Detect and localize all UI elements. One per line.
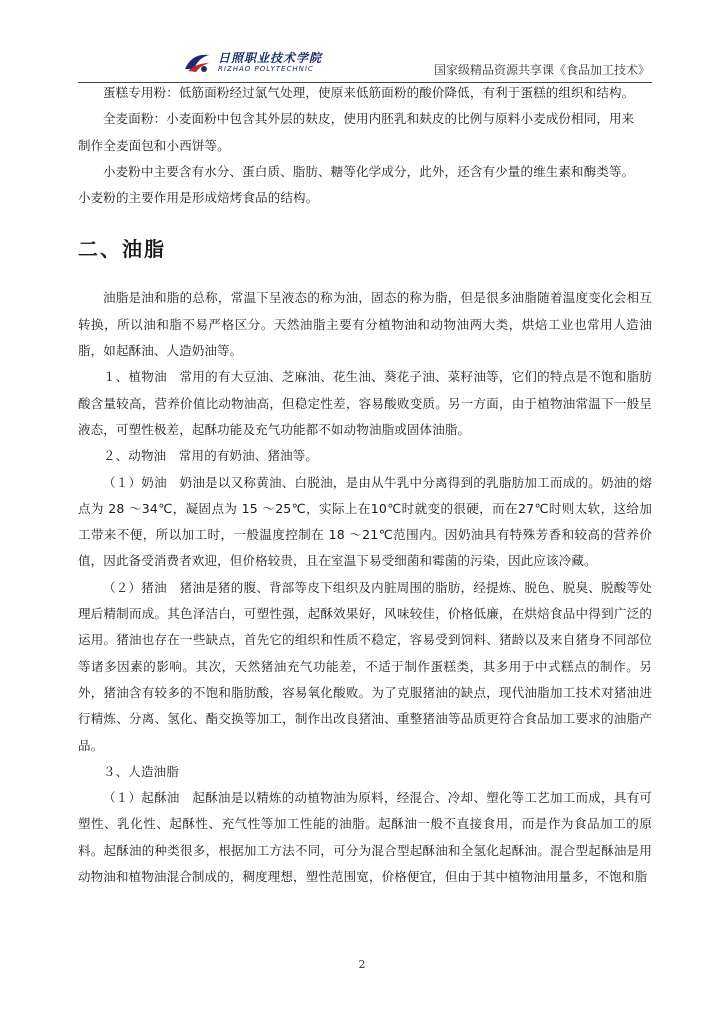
school-logo	[182, 48, 322, 76]
course-title: 国家级精品资源共享课《食品加工技术》	[433, 63, 650, 77]
paragraph: ２、动物油 常用的有奶油、猪油等。	[103, 448, 319, 464]
logo-english-name: RIZHAO POLYTECHNIC	[218, 64, 314, 73]
paragraph: 制作全麦面包和小西饼等。	[78, 137, 230, 153]
paragraph: 小麦粉的主要作用是形成焙烤食品的结构。	[78, 190, 319, 206]
paragraph: ３、人造油脂	[103, 763, 179, 779]
document-body	[78, 80, 652, 890]
paragraph: 小麦粉中主要含有水分、蛋白质、脂肪、糖等化学成分，此外，还含有少量的维生素和酶类等。	[103, 163, 635, 179]
page-header	[78, 44, 652, 83]
section-heading: 二、油脂	[78, 237, 166, 262]
paragraph: （２）猪油 猪油是猪的腹、背部等皮下组织及内脏周围的脂肪，经提炼、脱色、脱臭、脱酸等处理后精制而成。其色泽洁白，可塑性强，起酥效果好，风味较佳，价格低廉，在烘焙食品中得到广泛的运用。猪油也存在一些缺点，首先它的组织和性质不稳定，容易受到饲料、猪龄以及来自猪身不同部位等诸多因素的影响。其次，天然猪油充气功能差，不适于制作蛋糕类，其多用于中式糕点的制作。另外，猪油含有较多的不饱和脂肪酸，容易氧化酸败。为了克服猪油的缺点，现代油脂加工技术对猪油进行精炼、分离、氢化、酯交换等加工，制作出改良猪油、重整猪油等品质更符合食品加工要求的油脂产品。	[78, 579, 652, 753]
paragraph: （１）起酥油 起酥油是以精炼的动植物油为原料，经混合、冷却、塑化等工艺加工而成，具有可塑性、乳化性、起酥性、充气性等加工性能的油脂。起酥油一般不直接食用，而是作为食品加工的原料。起酥油的种类很多，根据加工方法不同，可分为混合型起酥油和全氢化起酥油。混合型起酥油是用动物油和植物油混合制成的，稠度理想，塑性范围宽，价格便宜，但由于其中植物油用量多，不饱和脂	[78, 790, 652, 885]
paragraph: 油脂是油和脂的总称，常温下呈液态的称为油，固态的称为脂，但是很多油脂随着温度变化会相互转换，所以油和脂不易严格区分。天然油脂主要有分植物油和动物油两大类，烘焙工业也常用人造油脂，如起酥油、人造奶油等。	[78, 290, 652, 359]
paragraph: 蛋糕专用粉：低筋面粉经过氯气处理，使原来低筋面粉的酸价降低，有利于蛋糕的组织和结构。	[103, 85, 635, 100]
logo-chinese-name: 日照职业技术学院	[218, 50, 323, 65]
page-number: 2	[358, 958, 366, 971]
school-emblem-icon	[182, 49, 212, 75]
paragraph: １、植物油 常用的有大豆油、芝麻油、花生油、葵花子油、菜籽油等，它们的特点是不饱和脂肪酸含量较高，营养价值比动物油高，但稳定性差，容易酸败变质。另一方面，由于植物油常温下一般呈液态，可塑性极差，起酥功能及充气功能都不如动物油脂或固体油脂。	[78, 369, 652, 437]
paragraph: 全麦面粉：小麦面粉中包含其外层的麸皮，使用内胚乳和麸皮的比例与原料小麦成份相同，用来	[103, 111, 635, 127]
paragraph: （１）奶油 奶油是以又称黄油、白脱油，是由从牛乳中分离得到的乳脂肪加工而成的。奶油的熔点为 28 ～34℃，凝固点为 15 ～25℃，实际上在10℃时就变的很硬，而在27℃时则太软，这给加工带来不便，所以加工时，一般温度控制在 18 ～21℃范围内。因奶油具有特殊芳香和较高的营养价值，因此备受消费者欢迎，但价格较贵，且在室温下易受细菌和霉菌的污染，因此应该冷藏。	[78, 474, 652, 569]
